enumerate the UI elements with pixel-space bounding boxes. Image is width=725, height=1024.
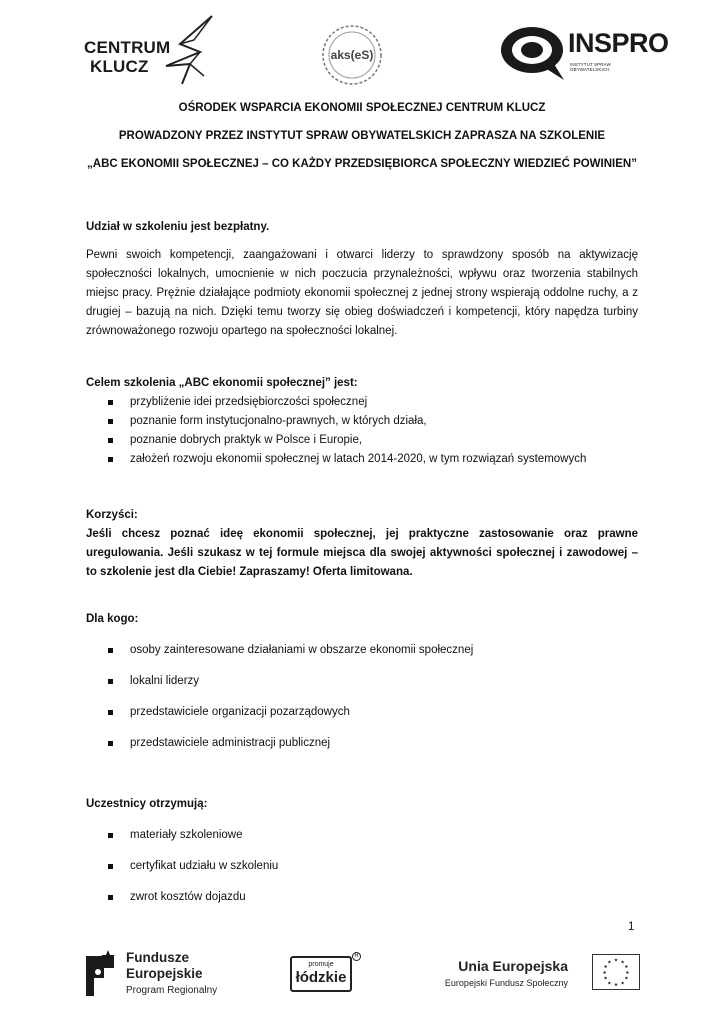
svg-text:★: ★ bbox=[624, 976, 629, 982]
list-item-text: poznanie form instytucjonalno-prawnych, w których działa, bbox=[130, 415, 427, 427]
page-header bbox=[0, 0, 725, 95]
svg-text:★: ★ bbox=[603, 976, 608, 982]
svg-text:★: ★ bbox=[603, 965, 608, 971]
bullet-icon bbox=[108, 679, 113, 684]
benefits-section bbox=[86, 506, 638, 582]
inspro-logo bbox=[498, 24, 669, 82]
bullet-icon bbox=[108, 864, 113, 869]
list-item bbox=[86, 431, 638, 450]
title-line-1: OŚRODEK WSPARCIA EKONOMII SPOŁECZNEJ CENTRUM KLUCZ bbox=[178, 102, 546, 114]
list-item bbox=[86, 734, 638, 753]
bullet-icon bbox=[108, 833, 113, 838]
audience-list bbox=[86, 641, 638, 753]
bullet-icon bbox=[108, 741, 113, 746]
participants-heading: Uczestnicy otrzymują: bbox=[86, 798, 208, 810]
audience-heading: Dla kogo: bbox=[86, 613, 139, 625]
intro-paragraph: Pewni swoich kompetencji, zaangażowani i otwarci liderzy to sprawdzony sposób na aktywizację społeczności lokalnych, umocnienie w nich poczucia przynależności, wpływu oraz tworzenia stabilnych miejsc pracy. Prężnie działające podmioty ekonomii społecznej z jednej strony wspierają oddolne ruchy, a z drugiej – bazują na nich. Dzięki temu tworzy się obieg doświadczeń i kompetencji, który napędza turbiny zrównoważonego rozwoju opartego na społeczności lokalnej. bbox=[86, 249, 638, 337]
fe-line-2: Europejskie bbox=[126, 966, 203, 981]
eu-flag-icon bbox=[592, 954, 640, 990]
svg-text:★: ★ bbox=[613, 958, 619, 964]
svg-text:★: ★ bbox=[602, 970, 607, 976]
list-item bbox=[86, 888, 638, 907]
list-item-text: poznanie dobrych praktyk w Polsce i Europie, bbox=[130, 434, 363, 446]
inspro-subtitle: INSTYTUT SPRAW OBYWATELSKICH bbox=[570, 62, 611, 72]
participants-list bbox=[86, 826, 638, 907]
list-item bbox=[86, 857, 638, 876]
fundusze-europejskie-logo bbox=[84, 948, 244, 1000]
bullet-icon bbox=[108, 895, 113, 900]
list-item-text: przedstawiciele administracji publicznej bbox=[130, 737, 331, 749]
list-item bbox=[86, 450, 638, 469]
svg-text:★: ★ bbox=[625, 970, 630, 976]
svg-text:★: ★ bbox=[620, 981, 625, 987]
list-item bbox=[86, 393, 638, 412]
fe-line-1: Fundusze bbox=[126, 950, 189, 965]
key-shape-icon bbox=[160, 14, 218, 86]
list-item bbox=[86, 641, 638, 660]
audience-section bbox=[86, 610, 638, 765]
list-item-text: zwrot kosztów dojazdu bbox=[130, 891, 246, 903]
inspro-q-icon bbox=[498, 24, 568, 82]
bullet-icon bbox=[108, 457, 113, 462]
goals-heading: Celem szkolenia „ABC ekonomii społecznej” jest: bbox=[86, 377, 358, 389]
free-participation-note: Udział w szkoleniu jest bezpłatny. bbox=[86, 221, 270, 233]
page-number: 1 bbox=[628, 921, 635, 933]
logo-text-line1: CENTRUM bbox=[84, 38, 171, 57]
title-line-2: PROWADZONY PRZEZ INSTYTUT SPRAW OBYWATELSKICH ZAPRASZA NA SZKOLENIE bbox=[118, 130, 606, 142]
list-item-text: przedstawiciele organizacji pozarządowych bbox=[130, 706, 350, 718]
list-item-text: przybliżenie idei przedsiębiorczości społecznej bbox=[130, 396, 368, 408]
list-item bbox=[86, 412, 638, 431]
list-item bbox=[86, 672, 638, 691]
page-footer bbox=[0, 940, 725, 1024]
list-item bbox=[86, 703, 638, 722]
title-line-3: „ABC EKONOMII SPOŁECZNEJ – CO KAŻDY PRZEDSIĘBIORCA SPOŁECZNY WIEDZIEĆ POWINIEN” bbox=[87, 158, 637, 170]
list-item bbox=[86, 826, 638, 845]
bullet-icon bbox=[108, 419, 113, 424]
lodzkie-line-2: łódzkie bbox=[295, 969, 347, 986]
list-item-text: materiały szkoleniowe bbox=[130, 829, 243, 841]
bullet-icon bbox=[108, 400, 113, 405]
akses-logo bbox=[321, 24, 383, 86]
goals-section bbox=[86, 374, 638, 469]
registered-mark-icon: R bbox=[352, 952, 361, 961]
list-item-text: osoby zainteresowane działaniami w obszarze ekonomii społecznej bbox=[130, 644, 474, 656]
akses-text: aks(eS) bbox=[330, 48, 374, 62]
ue-line-2: Europejski Fundusz Społeczny bbox=[444, 978, 568, 988]
svg-text:★: ★ bbox=[624, 965, 629, 971]
unia-europejska-logo bbox=[440, 954, 640, 994]
bullet-icon bbox=[108, 648, 113, 653]
svg-text:★: ★ bbox=[607, 981, 612, 987]
fe-star-icon bbox=[84, 948, 122, 998]
centrum-klucz-logo bbox=[84, 14, 219, 86]
benefits-text: Jeśli chcesz poznać ideę ekonomii społecznej, jej praktyczne zastosowanie oraz prawne uregulowania. Jeśli szukasz w tej formule miejsca dla swojej aktywności społecznej i zawodowej – to szkolenie jest dla Ciebie! Zapraszamy! Oferta limitowana. bbox=[86, 528, 638, 578]
benefits-heading: Korzyści: bbox=[86, 509, 138, 521]
ue-line-1: Unia Europejska bbox=[458, 958, 568, 974]
list-item-text: założeń rozwoju ekonomii społecznej w latach 2014-2020, w tym rozwiązań systemowych bbox=[130, 453, 587, 465]
logo-text-line2: KLUCZ bbox=[90, 57, 149, 76]
goals-list bbox=[86, 393, 638, 469]
participants-section bbox=[86, 795, 638, 919]
promuje-lodzkie-logo bbox=[290, 954, 362, 994]
svg-text:★: ★ bbox=[620, 960, 625, 966]
fe-line-3: Program Regionalny bbox=[126, 985, 218, 996]
svg-text:★: ★ bbox=[613, 983, 619, 989]
lodzkie-line-1: promuje bbox=[308, 961, 334, 968]
inspro-name: INSPRO bbox=[568, 28, 669, 58]
svg-text:★: ★ bbox=[607, 960, 612, 966]
list-item-text: certyfikat udziału w szkoleniu bbox=[130, 860, 279, 872]
bullet-icon bbox=[108, 438, 113, 443]
list-item-text: lokalni liderzy bbox=[130, 675, 200, 687]
bullet-icon bbox=[108, 710, 113, 715]
